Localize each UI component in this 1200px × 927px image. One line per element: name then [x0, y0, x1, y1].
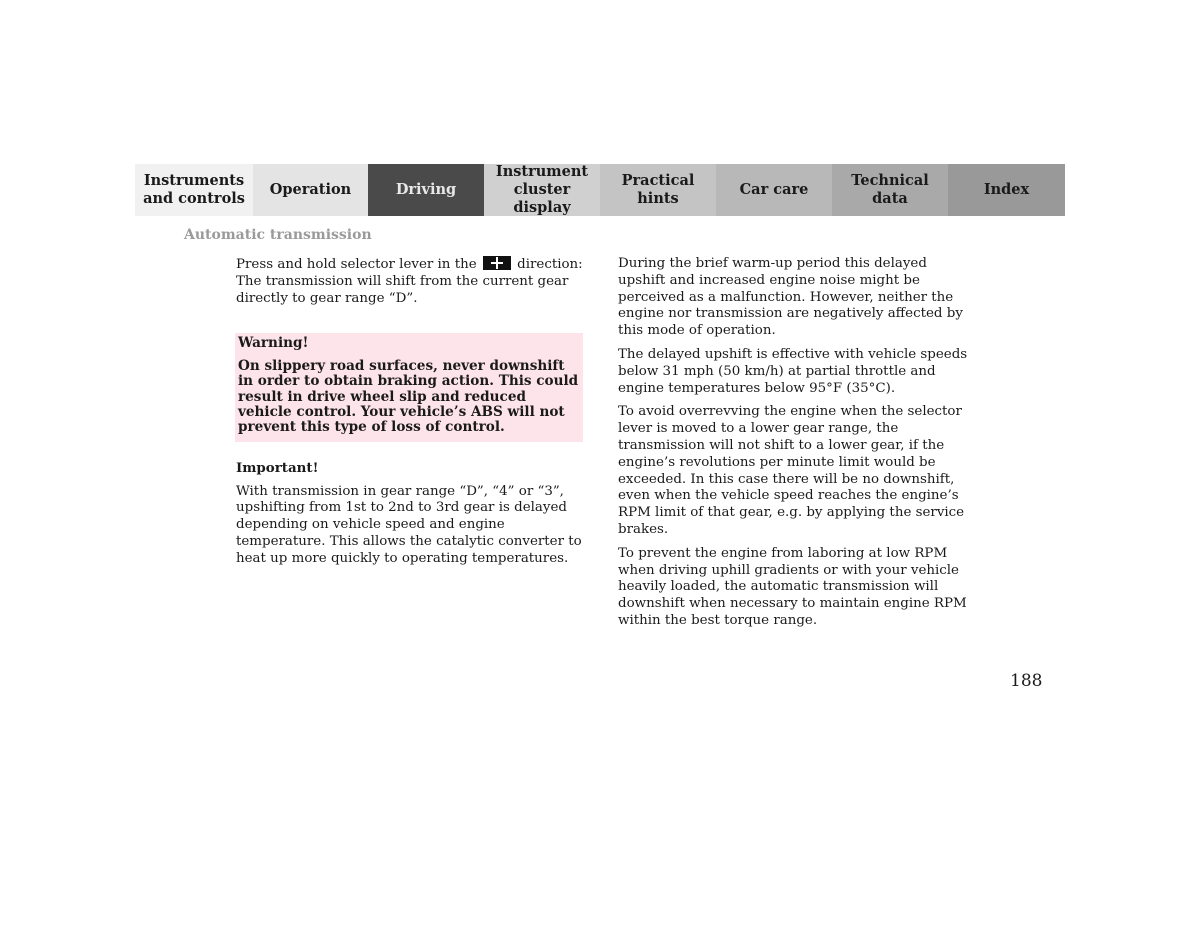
warning-box [235, 333, 583, 441]
intro-text-before-icon: Press and hold selector lever in the [236, 257, 477, 272]
tab-technical-data[interactable] [832, 164, 948, 216]
tab-practical-hints[interactable] [600, 164, 716, 216]
tab-index[interactable] [948, 164, 1065, 216]
paragraph: The delayed upshift is effective with vehicle speeds below 31 mph (50 km/h) at partial throttle and engine temperatures below 95°F (35°C). [618, 346, 968, 396]
page-number: 188 [1010, 671, 1043, 691]
intro-paragraph [236, 256, 586, 307]
paragraph: To prevent the engine from laboring at low RPM when driving uphill gradients or with your vehicle heavily loaded, the automatic transmission will downshift when necessary to maintain engine RPM within the best torque range. [618, 545, 967, 628]
tab-label: Index [983, 181, 1030, 198]
tab-instruments-and-controls[interactable] [135, 164, 253, 216]
important-title: Important! [236, 459, 319, 476]
tab-label: Instruments and controls [143, 172, 245, 207]
plus-key-icon [483, 256, 511, 270]
right-column [618, 256, 968, 637]
warning-body: On slippery road surfaces, never downshift in order to obtain braking action. This could result in drive wheel slip and reduced vehicle control. Your vehicle’s ABS will not prevent this type of loss of control. [238, 357, 579, 436]
tab-label: Operation [269, 181, 352, 198]
tab-driving[interactable] [368, 164, 484, 216]
tab-label: Practical hints [621, 172, 695, 207]
tab-label: Car care [739, 181, 809, 198]
left-column [236, 256, 586, 575]
tab-label: Driving [395, 181, 457, 198]
warning-title: Warning! [238, 335, 309, 352]
tab-car-care[interactable] [716, 164, 832, 216]
tab-label: Technical data [851, 172, 929, 207]
important-body: With transmission in gear range “D”, “4” or “3”, upshifting from 1st to 2nd to 3rd gear is delayed depending on vehicle speed and engine temperature. This allows the catalytic converter to heat up more quickly to operating temperatures. [236, 483, 582, 566]
tab-instrument-cluster-display[interactable] [484, 164, 600, 216]
tab-label: Instrument cluster display [495, 163, 589, 216]
intro-text-after-icon: direction: The transmission will shift from the current gear directly to gear range “D”. [236, 257, 583, 306]
paragraph: To avoid overrevving the engine when the selector lever is moved to a lower gear range, the transmission will not shift to a lower gear, if the engine’s revolutions per minute limit would be exceeded. In this case there will be no downshift, even when the vehicle speed reaches the engine’s RPM limit of that gear, e.g. by applying the service brakes. [618, 404, 965, 537]
section-title: Automatic transmission [184, 227, 372, 243]
chapter-tab-bar [135, 164, 1065, 216]
paragraph: During the brief warm-up period this delayed upshift and increased engine noise might be perceived as a malfunction. However, neither the engine nor transmission are negatively affected by this mode of operation. [618, 256, 963, 339]
tab-operation[interactable] [253, 164, 368, 216]
